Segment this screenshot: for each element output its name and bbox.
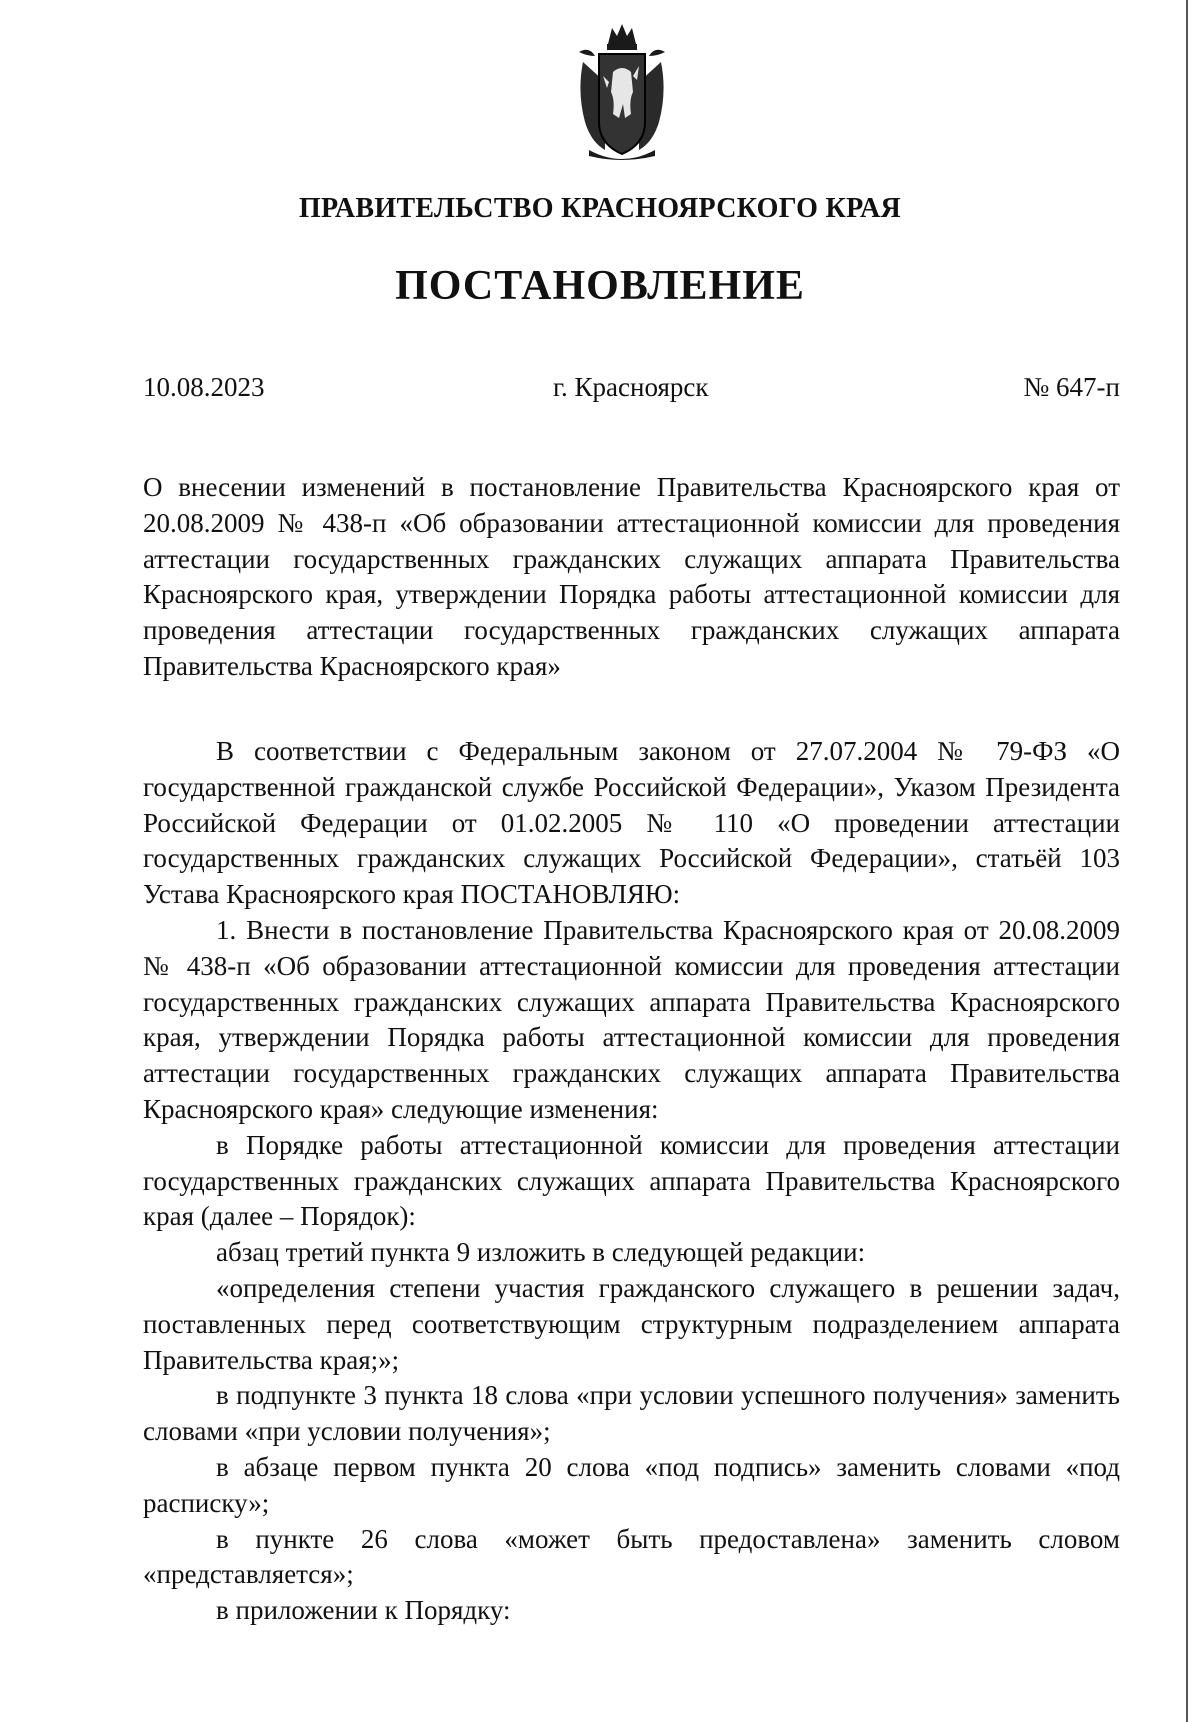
document-meta-row [143, 372, 1120, 408]
body-paragraph-clause-18: в подпункте 3 пункта 18 слова «при условии успешного получения» заменить словами «при условии получения»; [143, 1380, 1120, 1447]
document-city: г. Красноярск [553, 372, 709, 402]
body-paragraph-clause-9-text: «определения степени участия гражданского служащего в решении задач, поставленных перед соответствующим структурным подразделением аппарата Правительства края;»; [143, 1272, 1120, 1375]
document-date: 10.08.2023 [143, 372, 265, 402]
body-paragraph-preamble: В соответствии с Федеральным законом от 27.07.2004 № 79-ФЗ «О государственной гражданской службе Российской Федерации», Указом Президента Российской Федерации от 01.02.2005 № 110 «О проведении аттестации государственных гражданских служащих Российской Федерации», статьёй 103 Устава Красноярского края ПОСТАНОВЛЯЮ: [143, 736, 1120, 910]
body-paragraph-clause-9: абзац третий пункта 9 изложить в следующей редакции: [216, 1237, 866, 1268]
government-title: ПРАВИТЕЛЬСТВО КРАСНОЯРСКОГО КРАЯ [298, 193, 902, 224]
document-subject [143, 470, 1120, 685]
document-type-title: ПОСТАНОВЛЕНИЕ [395, 263, 805, 309]
body-paragraph-clause-26: в пункте 26 слова «может быть предоставлена» заменить словом «представляется»; [143, 1523, 1120, 1590]
scan-edge-line [1186, 0, 1188, 1722]
body-paragraph-clause-20: в абзаце первом пункта 20 слова «под подпись» заменить словами «под расписку»; [143, 1451, 1120, 1518]
krasnoyarsk-coat-of-arms-icon [575, 22, 669, 164]
subject-text: О внесении изменений в постановление Правительства Красноярского края от 20.08.2009 № 438-п «Об образовании аттестационной комиссии для проведения аттестации государственных гражданских служащих аппарата Правительства Красноярского края, утверждении Порядка работы аттестационной комиссии для проведения аттестации государственных гражданских служащих аппарата Правительства Красноярского края» [143, 472, 1120, 681]
document-number: № 647-п [1023, 372, 1120, 402]
document-body [143, 734, 1120, 1629]
body-paragraph-item-1: 1. Внести в постановление Правительства Красноярского края от 20.08.2009 № 438-п «Об образовании аттестационной комиссии для проведения аттестации государственных гражданских служащих аппарата Правительства Красноярского края, утверждении Порядка работы аттестационной комиссии для проведения аттестации государственных гражданских служащих аппарата Правительства Красноярского края» следующие изменения: [143, 914, 1120, 1124]
body-paragraph-procedure: в Порядке работы аттестационной комиссии для проведения аттестации государственных гражданских служащих аппарата Правительства Красноярского края (далее – Порядок): [143, 1129, 1120, 1232]
body-paragraph-appendix: в приложении к Порядку: [216, 1595, 511, 1626]
